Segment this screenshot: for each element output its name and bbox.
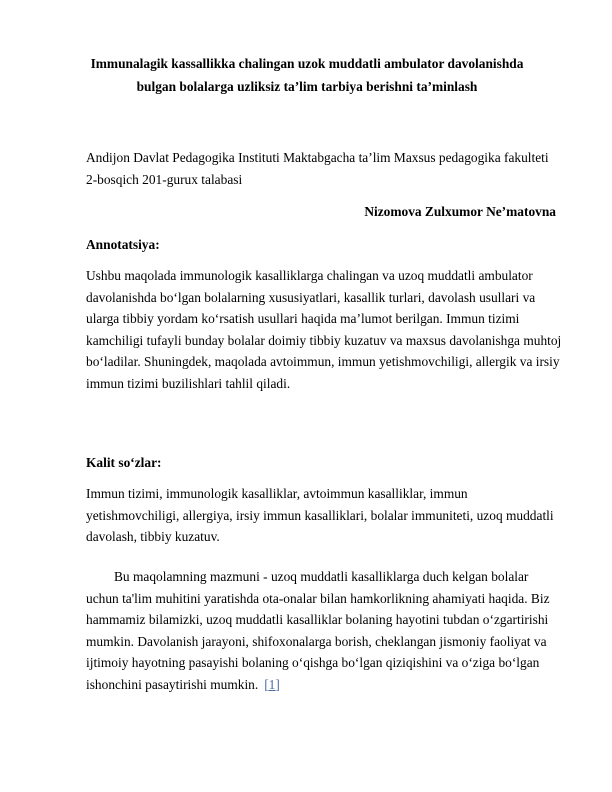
reference-link[interactable]: [1]	[264, 676, 280, 692]
author-name: Nizomova Zulxumor Ne’matovna	[364, 204, 556, 219]
author-affiliation: Andijon Davlat Pedagogika Instituti Maktabgacha ta’lim Maxsus pedagogika fakulteti 2-bosqich 201-gurux talabasi	[86, 150, 549, 187]
body-paragraph	[86, 566, 562, 695]
paper-title: Immunalagik kassallikka chalingan uzok muddatli ambulator davolanishda bulgan bolalarga uzliksiz ta’lim tarbiya berishni ta’minlash	[90, 56, 524, 94]
annotation-heading: Annotatsiya:	[86, 237, 160, 252]
keywords-heading: Kalit so‘zlar:	[86, 455, 162, 470]
annotation-text: Ushbu maqolada immunologik kasalliklarga chalingan va uzoq muddatli ambulator davolanishda bo‘lgan bolalarning xususiyatlari, kasallik turlari, davolash usullari va ularga tibbiy yordam ko‘rsatish usullari haqida ma’lumot berilgan. Immun tizimi kamchiligi tufayli bunday bolalar doimiy tibbiy kuzatuv va maxsus davolanishga muhtoj bo‘ladilar. Shuningdek, maqolada avtoimmun, immun yetishmovchiligi, allergik va irsiy immun tizimi buzilishlari tahlil qiladi.	[86, 268, 562, 391]
keywords-text: Immun tizimi, immunologik kasalliklar, avtoimmun kasalliklar, immun yetishmovchiligi, allergiya, irsiy immun kasalliklari, bolalar immuniteti, uzoq muddatli davolash, tibbiy kuzatuv.	[86, 486, 554, 544]
body-paragraph-text: Bu maqolamning mazmuni - uzoq muddatli kasalliklarga duch kelgan bolalar uchun ta'lim muhitini yaratishda ota-onalar bilan hamkorlikning ahamiyati haqida. Biz hammamiz bilamizki, uzoq muddatli kasalliklar bolaning hayotini tubdan o‘zgartirishi mumkin. Davolanish jarayoni, shifoxonalarga borish, cheklangan jismoniy faoliyat va ijtimoiy hayotning pasayishi bolaning o‘qishga bo‘lgan qiziqishini va o‘ziga bo‘lgan ishonchini pasaytirishi mumkin.	[86, 569, 550, 692]
